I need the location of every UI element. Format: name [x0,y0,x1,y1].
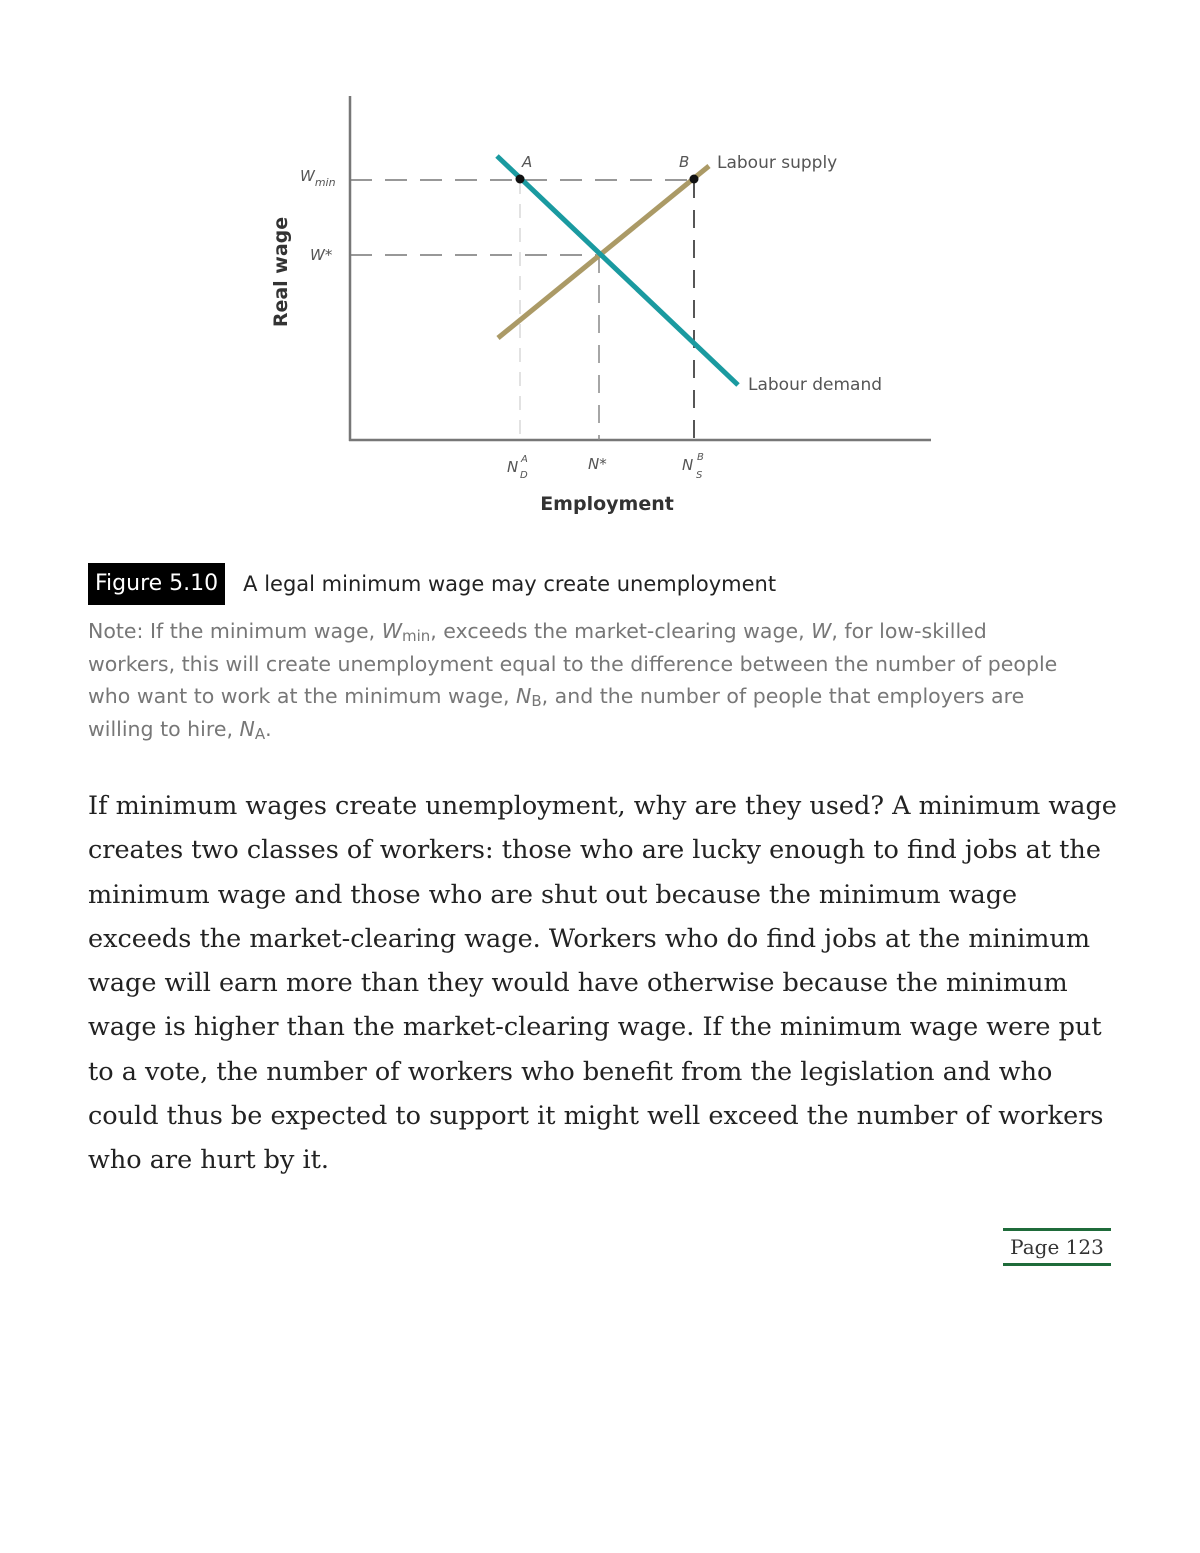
figure-caption [88,563,1128,745]
labour-supply-curve [498,166,709,338]
nd-tick-label: N A D [507,454,528,481]
figure-number-label: Figure 5.10 [88,563,225,605]
figure-title: A legal minimum wage may create unemployment [243,572,777,596]
point-b-marker [690,175,699,184]
page-number: Page 123 [1003,1228,1111,1266]
point-a-label: A [522,153,533,171]
wmin-tick-label: $W_{min}$ [300,167,336,189]
x-axis-title: Employment [540,493,674,515]
labour-demand-curve [497,156,738,385]
point-a-marker [516,175,525,184]
point-b-label: B [679,153,690,171]
caption-heading [88,563,1128,605]
labour-demand-label: Labour demand [748,375,883,395]
ns-tick-label: N B S [682,452,704,481]
labour-market-figure [0,0,1200,540]
figure-note: Note: If the minimum wage, $W_{min}$, exceeds the market-clearing wage, W, for low-skilled workers, this will create unemployment equal to the difference between the number of people who want to work at the minimum wage, $N_B$, and the number of people that employers are willing to hire, $N_A$. [88,619,1058,743]
nstar-tick-label: N* [588,455,607,473]
wstar-tick-label: W* [310,246,333,264]
labour-supply-label: Labour supply [717,153,838,173]
body-paragraph: If minimum wages create unemployment, why are they used? A minimum wage creates two classes of workers: those who are lucky enough to find jobs at the minimum wage and those who are shut out because the minimum wage exceeds the market-clearing wage. Workers who do find jobs at the minimum wage will earn more than they would have otherwise because the minimum wage is higher than the market-clearing wage. If the minimum wage were put to a vote, the number of workers who benefit from the legislation and who could thus be expected to support it might well exceed the number of workers who are hurt by it. [88,791,1117,1176]
y-axis-title: Real wage [270,216,292,328]
